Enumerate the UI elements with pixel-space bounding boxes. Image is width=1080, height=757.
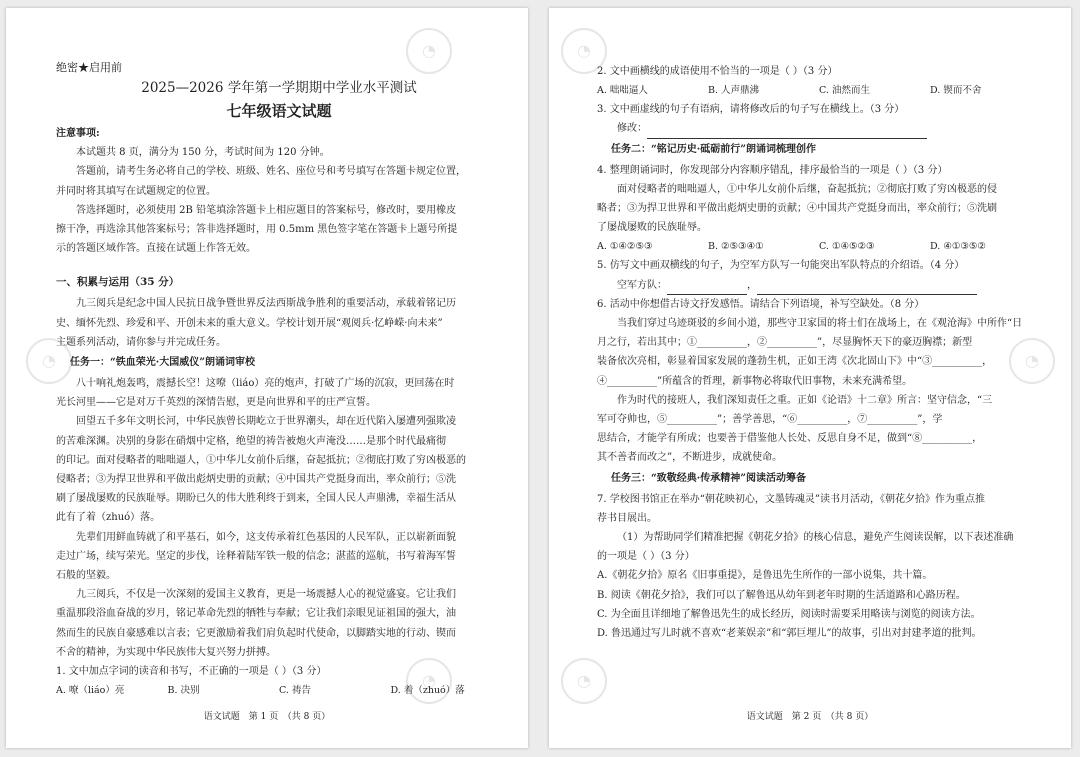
watermark-logo: ◔ bbox=[561, 28, 607, 74]
question-3-answer-row bbox=[597, 119, 1041, 138]
section-heading: 一、积累与运用（35 分） bbox=[56, 276, 180, 289]
answer-blank-line[interactable] bbox=[647, 127, 927, 139]
question-5: 5. 仿写文中画双横线的句子，为空军方队写一句能突出军队特点的介绍语。（4 分） bbox=[597, 260, 965, 272]
question-4: 4. 整理朗诵词时，你发现部分内容顺序错乱，排序最恰当的一项是（ ）（3 分） bbox=[597, 164, 948, 176]
passage-line: 侵略者；③为捍卫世界和平做出彪炳史册的贡献；④中国共产党挺身而出，率众前行；⑤洗 bbox=[56, 474, 456, 486]
answer-label: 空军方队： bbox=[617, 279, 667, 291]
passage-line: 回望五千多年文明长河，中华民族曾长期屹立于世界潮头，却在近代陷入屡遭列强欺凌 bbox=[76, 416, 456, 428]
page-footer: 语文试题 第 1 页 （共 8 页） bbox=[203, 712, 331, 722]
question-2-options bbox=[597, 81, 1041, 100]
notes-line: 答选择题时，必须使用 2B 铅笔填涂答题卡上相应题目的答案标号，修改时，要用橡皮 bbox=[76, 204, 457, 216]
passage-line: 刷了屡战屡败的民族耻辱。期盼已久的伟大胜利终于到来，全国人民人声鼎沸，幸福生活从 bbox=[56, 493, 456, 505]
passage-line: 当我们穿过乌迹斑驳的乡间小道，那些守卫家国的将士们在战场上，在《观沧海》中所作“日 bbox=[617, 318, 1023, 330]
subject-title: 七年级语文试题 bbox=[226, 102, 332, 120]
exam-title: 2025—2026 学年第一学期期中学业水平测试 bbox=[141, 80, 417, 96]
passage-line: 其不善者而改之”，不断进步，成就使命。 bbox=[597, 452, 783, 464]
option-a: A. 咄咄逼人 bbox=[597, 85, 648, 97]
passage-line: 石般的坚毅。 bbox=[56, 570, 116, 582]
passage-line: 略者；③为捍卫世界和平做出彪炳史册的贡献；④中国共产党挺身而出，率众前行；⑤洗刷 bbox=[597, 203, 997, 215]
option-b: B. ②⑤③④① bbox=[708, 241, 764, 253]
passage-line: 光长河里——它是对万千英烈的深情告慰，更是向世界和平的庄严宣誓。 bbox=[56, 397, 376, 409]
watermark-logo: ◔ bbox=[561, 658, 607, 704]
watermark-logo: ◔ bbox=[406, 658, 452, 704]
question-2: 2. 文中画横线的成语使用不恰当的一项是（ ）（3 分） bbox=[597, 66, 838, 77]
task-heading: 任务一：“铁血荣光·大国威仪”朗诵词审校 bbox=[70, 357, 255, 369]
question-3: 3. 文中画虚线的句子有语病，请将修改后的句子写在横线上。（3 分） bbox=[597, 104, 905, 116]
option-a: A.《朝花夕拾》原名《旧事重提》，是鲁迅先生所作的一部小说集，共十篇。 bbox=[597, 570, 933, 582]
option-d: D. 鲁迅通过写儿时就不喜欢“老莱娱亲”和“郭巨埋儿”的故事，引出对封建孝道的批判。 bbox=[597, 628, 982, 640]
notes-line: 示的答题区域作答。直接在试题上作答无效。 bbox=[56, 243, 256, 255]
option-d: D. 着（zhuó）落 bbox=[390, 685, 465, 697]
question-7-sub: （1）为帮助同学们精准把握《朝花夕拾》的核心信息，避免产生阅读误解，以下表述准确 bbox=[617, 532, 1014, 544]
passage-line: 重温那段浴血奋战的岁月，铭记革命先烈的牺牲与奉献；它让我们亲眼见证祖国的强大，油 bbox=[56, 608, 456, 620]
option-d: D. ④①③⑤② bbox=[930, 241, 986, 253]
notes-line: 答题前，请考生务必将自己的学校、班级、姓名、座位号和考号填写在答题卡规定位置， bbox=[76, 166, 466, 178]
answer-label: 修改： bbox=[617, 123, 647, 135]
notes-line: 擦干净，再选涂其他答案标号；答非选择题时，用 0.5mm 黑色签字笔在答题卡上题号所提 bbox=[56, 224, 458, 236]
option-c: C. 油然而生 bbox=[819, 85, 870, 97]
passage-line: 装备依次亮相，彰显着国家发展的蓬勃生机，正如王湾《次北固山下》中“③__________， bbox=[597, 356, 993, 368]
notes-heading: 注意事项: bbox=[56, 128, 100, 139]
watermark-logo: ◔ bbox=[1009, 338, 1055, 384]
task-heading: 任务三：“致敬经典·传承精神”阅读活动筹备 bbox=[611, 472, 806, 484]
option-a: A. ①④②⑤③ bbox=[597, 241, 653, 253]
option-a: A. 嘹（liáo）亮 bbox=[56, 685, 125, 697]
intro-line: 史、缅怀先烈、珍爱和平、开创未来的重大意义。学校计划开展“观阅兵·忆峥嵘·向未来” bbox=[56, 317, 443, 329]
option-b: B. 人声鼎沸 bbox=[708, 85, 760, 97]
passage-line: 面对侵略者的咄咄逼人，①中华儿女前仆后继，奋起抵抗；②彻底打败了穷凶极恶的侵 bbox=[617, 183, 997, 195]
passage-line: 此有了着（zhuó）落。 bbox=[56, 512, 161, 524]
exam-page-2 bbox=[549, 8, 1071, 748]
page-footer: 语文试题 第 2 页 （共 8 页） bbox=[746, 712, 874, 722]
answer-blank-line[interactable] bbox=[757, 283, 977, 295]
option-c: C. ①④⑤②③ bbox=[819, 241, 875, 253]
question-6: 6. 活动中你想借古诗文抒发感悟。请结合下列语境，补写空缺处。（8 分） bbox=[597, 298, 925, 310]
option-d: D. 锲而不舍 bbox=[930, 85, 982, 97]
option-b: B. 决别 bbox=[167, 685, 200, 697]
passage-line: 的苦难深渊。决别的身影在硝烟中定格，绝望的祷告被炮火声淹没……是那个时代最痛彻 bbox=[56, 435, 446, 447]
question-4-options bbox=[597, 237, 1041, 256]
passage-line: 了屡战屡败的民族耻辱。 bbox=[597, 222, 707, 234]
question-1: 1. 文中加点字词的读音和书写，不正确的一项是（ ）（3 分） bbox=[56, 666, 327, 678]
answer-blank-line[interactable] bbox=[667, 283, 747, 295]
passage-line: 思结合，才能学有所成；也要善于借鉴他人长处、反思自身不足，做到“⑧__________， bbox=[597, 433, 983, 445]
passage-line: ④__________”所蕴含的哲理，新事物必将取代旧事物，未来充满希望。 bbox=[597, 375, 913, 387]
watermark-logo: ◔ bbox=[406, 28, 452, 74]
passage-line: 军可夺帅也，⑤__________”；善学善思，“⑥__________，⑦__________”，学 bbox=[597, 414, 943, 426]
passage-line: 的印记。面对侵略者的咄咄逼人，①中华儿女前仆后继，奋起抵抗；②彻底打败了穷凶极恶的 bbox=[56, 454, 466, 466]
watermark-logo: ◔ bbox=[26, 338, 72, 384]
passage-line: 作为时代的接班人，我们深知责任之重。正如《论语》十二章》所言：坚守信念，“三 bbox=[617, 394, 993, 406]
task-heading: 任务二：“铭记历史·砥砺前行”朗诵词梳理创作 bbox=[611, 143, 816, 155]
question-7: 荐书目展出。 bbox=[597, 512, 657, 524]
confidential-mark: 绝密★启用前 bbox=[56, 61, 122, 74]
notes-line: 本试题共 8 页，满分为 150 分，考试时间为 120 分钟。 bbox=[76, 147, 330, 159]
passage-line: 八十响礼炮轰鸣，震撼长空！这嘹（liáo）亮的炮声，打破了广场的沉寂，更回荡在时 bbox=[76, 378, 455, 390]
option-c: C. 祷告 bbox=[279, 685, 311, 697]
passage-line: 九三阅兵，不仅是一次深刻的爱国主义教育，更是一场震撼人心的视觉盛宴。它让我们 bbox=[76, 589, 456, 601]
option-b: B. 阅读《朝花夕拾》，我们可以了解鲁迅从幼年到老年时期的生活道路和心路历程。 bbox=[597, 589, 966, 601]
passage-line: 先辈们用鲜血铸就了和平基石，如今，这支传承着红色基因的人民军队，正以崭新面貌 bbox=[76, 531, 456, 543]
passage-line: 月之行，若出其中；①__________，②__________”，尽显胸怀天下的豪迈胸襟；新型 bbox=[597, 337, 973, 349]
intro-line: 九三阅兵是纪念中国人民抗日战争暨世界反法西斯战争胜利的重要活动，承载着铭记历 bbox=[76, 298, 456, 310]
passage-line: 不舍的精神，为实现中华民族伟大复兴努力拼搏。 bbox=[56, 646, 276, 658]
intro-line: 主题系列活动，请你参与并完成任务。 bbox=[56, 336, 226, 348]
exam-page-1 bbox=[6, 8, 528, 748]
question-7: 7. 学校图书馆正在举办“朝花映初心，文墨铸魂灵”读书月活动，《朝花夕拾》作为重点推 bbox=[597, 493, 985, 505]
option-c: C. 为全面且详细地了解鲁迅先生的成长经历，阅读时需要采用略读与浏览的阅读方法。 bbox=[597, 608, 981, 620]
question-5-answer-row: 空军方队： ， bbox=[597, 276, 1041, 295]
question-7-sub: 的一项是（ ）（3 分） bbox=[597, 551, 695, 563]
notes-line: 并同时将其填写在试题规定的位置。 bbox=[56, 185, 216, 197]
passage-line: 然而生的民族自豪感难以言表；它更激励着我们肩负起时代使命，以脚踏实地的行动、锲而 bbox=[56, 627, 456, 639]
passage-line: 走过广场，续写荣光。坚定的步伐，诠释着陆军铁一般的信念；湛蓝的巡航，书写着海军誓 bbox=[56, 550, 456, 562]
question-1-options bbox=[56, 681, 502, 700]
